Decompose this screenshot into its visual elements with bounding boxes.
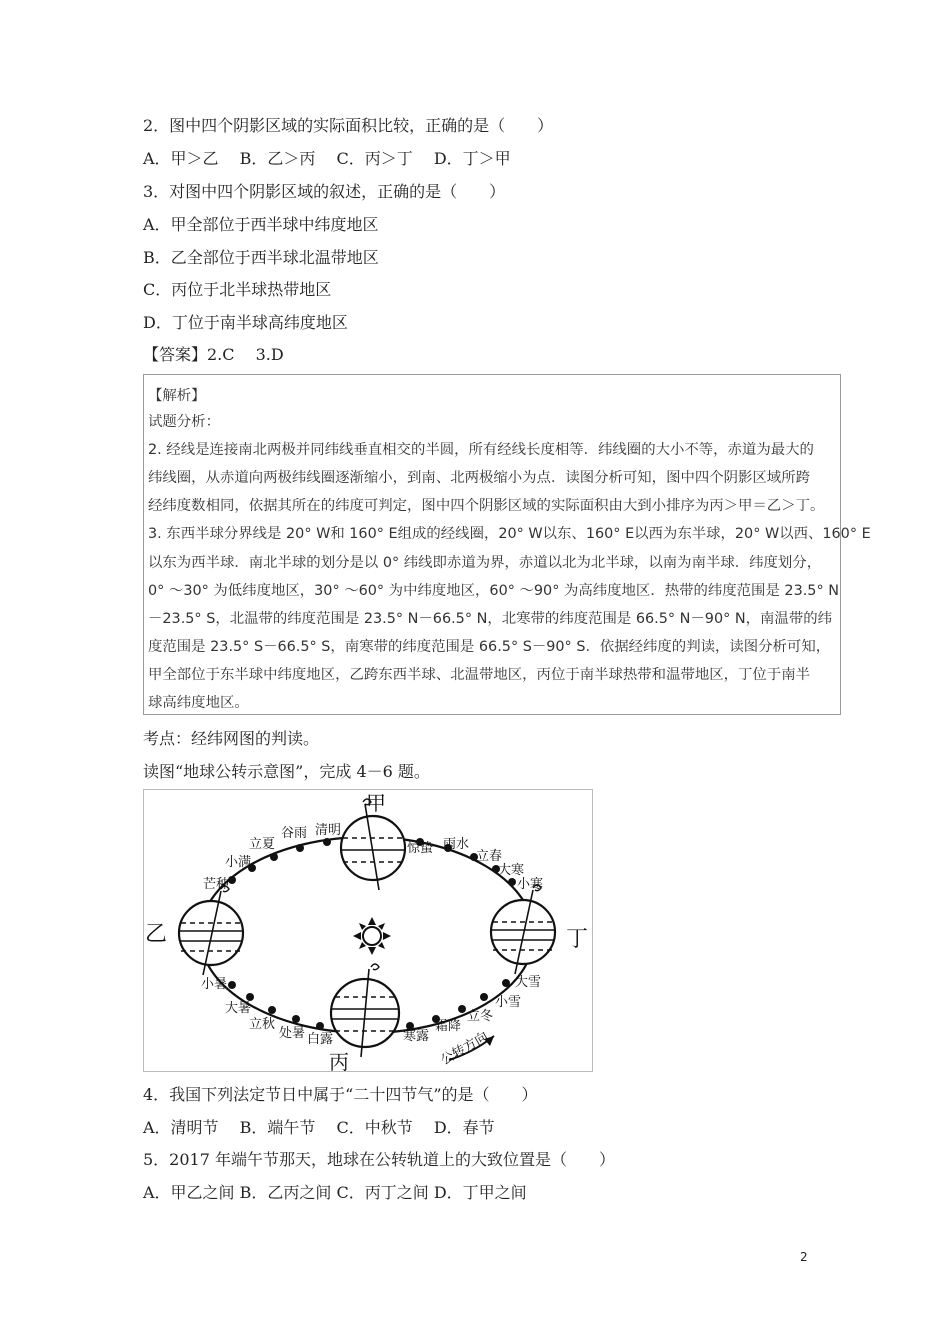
solar-term-label: 小满 <box>224 855 252 870</box>
question-2-stem: 2．图中四个阴影区域的实际面积比较，正确的是（ ） <box>143 116 554 135</box>
revolution-direction-label: 公转方向 <box>438 1029 492 1069</box>
analysis-line: 3. 东西半球分界线是 20° W和 160° E组成的经线圈，20° W以东、160° E以西为东半球，20° W以西、160° E <box>148 526 871 542</box>
solar-term-label: 小暑 <box>200 977 228 992</box>
solar-term-label: 惊蛰 <box>406 841 434 856</box>
earth-bing-icon <box>331 964 399 1057</box>
solar-term-label: 立秋 <box>248 1017 276 1032</box>
solar-term-label: 大雪 <box>514 975 542 990</box>
solar-term-label: 雨水 <box>442 837 470 852</box>
analysis-line: 0° ～30° 为低纬度地区，30° ～60° 为中纬度地区，60° ～90° 为高纬度地区．热带的纬度范围是 23.5° N <box>148 583 839 599</box>
question-4-options: A．清明节 B．端午节 C．中秋节 D．春节 <box>143 1118 495 1137</box>
question-2-options: A．甲＞乙 B．乙＞丙 C．丙＞丁 D．丁＞甲 <box>143 149 511 168</box>
label-yi: 乙 <box>144 922 168 947</box>
solar-term-label: 霜降 <box>434 1019 462 1034</box>
solar-term-label: 寒露 <box>402 1029 430 1044</box>
sun-icon <box>353 917 391 955</box>
analysis-line: 经纬度数相同，依据其所在的纬度可判定，图中四个阴影区域的实际面积由大到小排序为丙＞甲＝乙＞丁。 <box>148 498 825 514</box>
solar-term-label: 立春 <box>475 849 503 864</box>
solar-term-label: 小雪 <box>494 995 522 1010</box>
question-5-stem: 5．2017 年端午节那天，地球在公转轨道上的大致位置是（ ） <box>143 1150 615 1169</box>
solar-term-label: 芒种 <box>202 877 230 892</box>
question-4-stem: 4．我国下列法定节日中属于“二十四节气”的是（ ） <box>143 1085 538 1104</box>
analysis-subheading: 试题分析： <box>148 414 220 430</box>
analysis-line: 度范围是 23.5° S－66.5° S，南寒带的纬度范围是 66.5° S－90° S．依据经纬度的判读，读图分析可知， <box>148 639 831 655</box>
analysis-box <box>143 374 841 715</box>
label-ding: 丁 <box>565 927 589 952</box>
label-jia: 甲 <box>366 791 386 815</box>
solar-term-label: 大暑 <box>224 1001 252 1016</box>
analysis-line: 纬线圈，从赤道向两极纬线圈逐渐缩小，到南、北两极缩小为点．读图分析可知，图中四个阴影区域所跨 <box>148 470 810 486</box>
analysis-line: －23.5° S，北温带的纬度范围是 23.5° N－66.5° N，北寒带的纬度范围是 66.5° N－90° N，南温带的纬 <box>148 611 832 627</box>
solar-term-label: 白露 <box>306 1032 334 1047</box>
solar-term-label: 谷雨 <box>280 826 308 841</box>
question-3-option-d: D．丁位于南半球高纬度地区 <box>143 313 348 332</box>
solar-term-label: 小寒 <box>516 877 544 892</box>
solar-term-label: 立夏 <box>248 837 276 852</box>
solar-term-label: 处暑 <box>278 1026 306 1041</box>
analysis-line: 球高纬度地区。 <box>148 695 249 711</box>
question-3-option-b: B．乙全部位于西半球北温带地区 <box>143 248 379 267</box>
answer-line: 【答案】2.C 3.D <box>143 345 284 364</box>
label-bing: 丙 <box>329 1050 349 1072</box>
solar-term-label: 大寒 <box>497 863 525 878</box>
question-5-options: A．甲乙之间 B．乙丙之间 C．丙丁之间 D．丁甲之间 <box>143 1183 527 1202</box>
analysis-line: 2. 经线是连接南北两极并同纬线垂直相交的半圆，所有经线长度相等．纬线圈的大小不等，赤道为最大的 <box>148 442 814 458</box>
analysis-line: 以东为西半球．南北半球的划分是以 0° 纬线即赤道为界，赤道以北为北半球，以南为南半球．纬度划分， <box>148 555 822 571</box>
page-number: 2 <box>800 1250 808 1264</box>
earth-revolution-diagram <box>143 789 593 1072</box>
question-3-stem: 3．对图中四个阴影区域的叙述，正确的是（ ） <box>143 182 506 201</box>
analysis-line: 甲全部位于东半球中纬度地区，乙跨东西半球、北温带地区，丙位于南半球热带和温带地区，丁位于南半 <box>148 667 810 683</box>
analysis-heading: 【解析】 <box>148 388 206 404</box>
solar-term-label: 立冬 <box>466 1009 494 1024</box>
read-figure-prompt: 读图“地球公转示意图”，完成 4－6 题。 <box>143 762 430 781</box>
question-3-option-a: A．甲全部位于西半球中纬度地区 <box>143 215 379 234</box>
kaodian-line: 考点：经纬网图的判读。 <box>143 729 320 748</box>
question-3-option-c: C．丙位于北半球热带地区 <box>143 280 332 299</box>
solar-term-label: 清明 <box>314 823 342 838</box>
